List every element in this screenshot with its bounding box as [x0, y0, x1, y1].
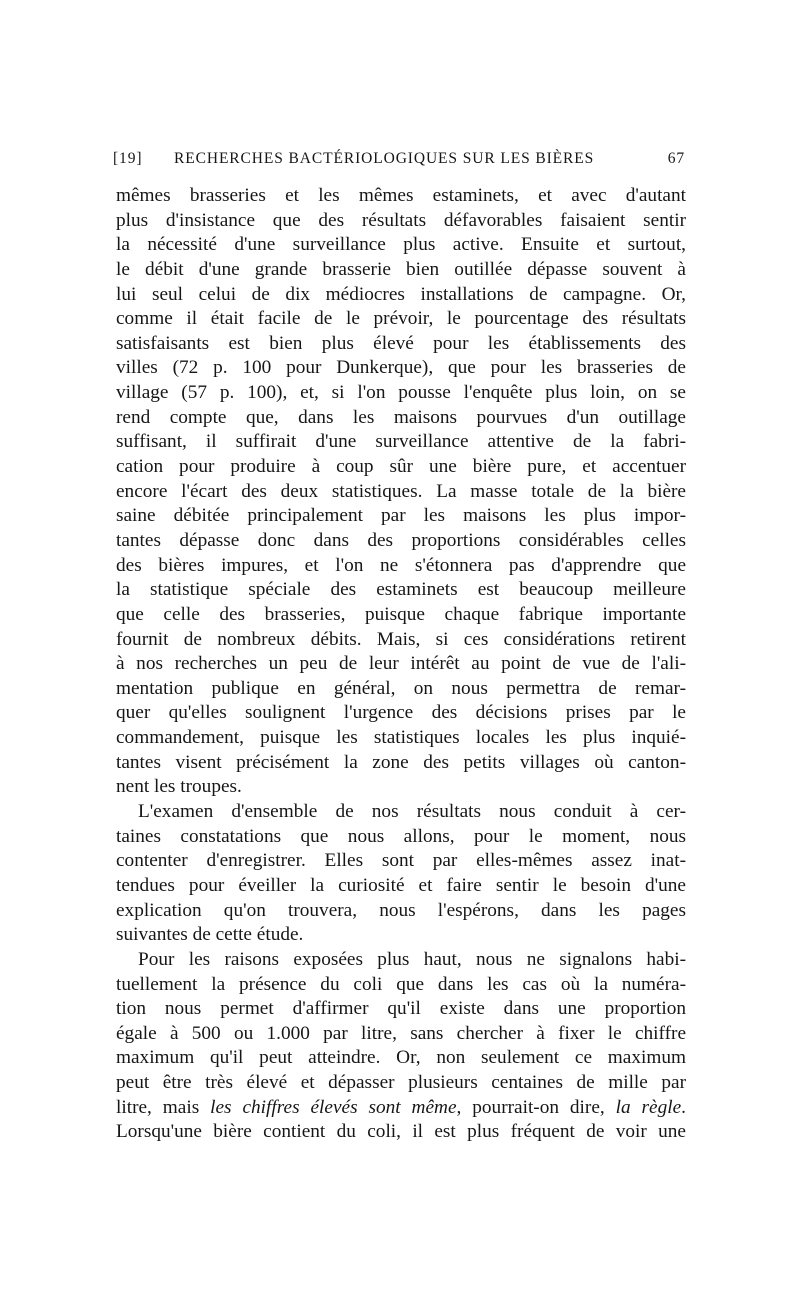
paragraph-end-line: suivantes de cette étude. [116, 924, 304, 946]
text-line: tantes visent précisément la zone des petits villages où canton- [116, 751, 686, 773]
text-line: satisfaisants est bien plus élevé pour les établissements des [116, 332, 686, 354]
text-line: tion nous permet d'affirmer qu'il existe dans une proportion [116, 998, 686, 1020]
text-line: taines constatations que nous allons, pour le moment, nous [116, 825, 686, 847]
text-line: lui seul celui de dix médiocres installations de campagne. Or, [116, 283, 686, 305]
text-line: que celle des brasseries, puisque chaque fabrique importante [116, 603, 686, 625]
text-line: explication qu'on trouvera, nous l'espérons, dans les pages [116, 899, 686, 921]
text-line: contenter d'enregistrer. Elles sont par elles-mêmes assez inat- [116, 850, 686, 872]
paragraph-start-line: Pour les raisons exposées plus haut, nous ne signalons habi- [138, 948, 686, 970]
text-line: des bières impures, et l'on ne s'étonnera pas d'apprendre que [116, 554, 686, 576]
text-line: comme il était facile de le prévoir, le pourcentage des résultats [116, 308, 686, 330]
text-line: plus d'insistance que des résultats défavorables faisaient sentir [116, 209, 686, 231]
text-line: rend compte que, dans les maisons pourvues d'un outillage [116, 406, 686, 428]
text-line: la nécessité d'une surveillance plus active. Ensuite et surtout, [116, 234, 686, 256]
running-title: RECHERCHES BACTÉRIOLOGIQUES SUR LES BIÈRES [174, 150, 595, 167]
text-line-with-italics [116, 1096, 686, 1121]
text-run: , pourrait-on dire, [456, 1096, 616, 1118]
body-text [116, 184, 686, 1145]
text-line: tantes dépasse donc dans des proportions considérables celles [116, 529, 686, 551]
text-line: village (57 p. 100), et, si l'on pousse l'enquête plus loin, on se [116, 382, 686, 404]
text-line: le débit d'une grande brasserie bien outillée dépasse souvent à [116, 258, 686, 280]
text-line: saine débitée principalement par les maisons les plus impor- [116, 505, 686, 527]
text-line: la statistique spéciale des estaminets est beaucoup meilleure [116, 579, 686, 601]
text-line: fournit de nombreux débits. Mais, si ces considérations retirent [116, 628, 686, 650]
text-run: . [681, 1096, 686, 1118]
italic-phrase: les chiffres élevés sont même [210, 1096, 457, 1118]
text-line: mêmes brasseries et les mêmes estaminets, et avec d'autant [116, 185, 686, 206]
text-line: cation pour produire à coup sûr une bière pure, et accentuer [116, 456, 686, 478]
text-line: suffisant, il suffirait d'une surveillance attentive de la fabri- [116, 431, 686, 453]
text-line: Lorsqu'une bière contient du coli, il est plus fréquent de voir une [116, 1121, 686, 1143]
italic-phrase: la règle [615, 1096, 682, 1118]
text-line: commandement, puisque les statistiques locales les plus inquié- [116, 727, 686, 749]
paragraph-start-line: L'examen d'ensemble de nos résultats nous conduit à cer- [138, 801, 686, 823]
text-line: maximum qu'il peut atteindre. Or, non seulement ce maximum [116, 1047, 686, 1069]
text-line: égale à 500 ou 1.000 par litre, sans chercher à fixer le chiffre [116, 1022, 686, 1044]
text-line: quer qu'elles soulignent l'urgence des décisions prises par le [116, 702, 686, 724]
running-header [113, 150, 685, 172]
text-run: litre, mais [116, 1096, 211, 1118]
text-line: tuellement la présence du coli que dans les cas où la numéra- [116, 973, 686, 995]
text-line: à nos recherches un peu de leur intérêt au point de vue de l'ali- [116, 653, 686, 675]
text-line: peut être très élevé et dépasser plusieurs centaines de mille par [116, 1072, 686, 1094]
section-number: [19] [113, 150, 143, 167]
text-line: tendues pour éveiller la curiosité et faire sentir le besoin d'une [116, 874, 686, 896]
page-number: 67 [667, 150, 685, 167]
text-line: encore l'écart des deux statistiques. La masse totale de la bière [116, 480, 686, 502]
paragraph-end-line: nent les troupes. [116, 776, 242, 798]
text-line: villes (72 p. 100 pour Dunkerque), que pour les brasseries de [116, 357, 686, 379]
text-line: mentation publique en général, on nous permettra de remar- [116, 677, 686, 699]
